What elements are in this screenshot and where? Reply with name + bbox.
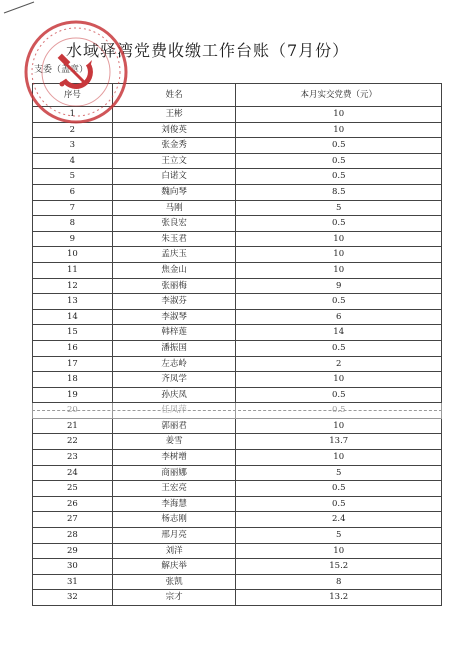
- cell-name: 宗才: [112, 590, 236, 606]
- table-row: [33, 325, 442, 341]
- cell-no: 19: [33, 387, 113, 403]
- cell-fee: 0.5: [236, 216, 442, 232]
- cell-fee: 10: [236, 231, 442, 247]
- cell-no: 11: [33, 262, 113, 278]
- cell-name: 李海慧: [112, 496, 236, 512]
- table-row: [33, 590, 442, 606]
- cell-name: 王宏亮: [112, 481, 236, 497]
- scan-fold-line: [32, 410, 442, 411]
- table-row: [33, 481, 442, 497]
- table-row: [33, 465, 442, 481]
- table-row: [33, 356, 442, 372]
- table-row: [33, 184, 442, 200]
- cell-fee: 0.5: [236, 387, 442, 403]
- cell-name: 李树增: [112, 450, 236, 466]
- cell-name: 郭丽君: [112, 418, 236, 434]
- party-emblem-icon: [58, 54, 92, 87]
- table-row: [33, 512, 442, 528]
- cell-name: 刘洋: [112, 543, 236, 559]
- cell-no: 23: [33, 450, 113, 466]
- table-row: [33, 543, 442, 559]
- cell-fee: 8.5: [236, 184, 442, 200]
- cell-fee: 10: [236, 450, 442, 466]
- cell-no: 32: [33, 590, 113, 606]
- cell-name: 刘俊英: [112, 122, 236, 138]
- cell-fee: 5: [236, 465, 442, 481]
- cell-no: 25: [33, 481, 113, 497]
- cell-no: 1: [33, 107, 113, 123]
- cell-name: 解庆举: [112, 559, 236, 575]
- cell-fee: 14: [236, 325, 442, 341]
- cell-no: 2: [33, 122, 113, 138]
- cell-fee: 13.7: [236, 434, 442, 450]
- cell-name: 朱玉君: [112, 231, 236, 247]
- cell-no: 31: [33, 574, 113, 590]
- table-row: [33, 309, 442, 325]
- cell-fee: 0.5: [236, 496, 442, 512]
- cell-fee: 2: [236, 356, 442, 372]
- cell-fee: 0.5: [236, 294, 442, 310]
- cell-fee: 0.5: [236, 340, 442, 356]
- table-row: [33, 262, 442, 278]
- cell-fee: 13.2: [236, 590, 442, 606]
- table-row: [33, 138, 442, 154]
- header-name: 姓名: [112, 84, 236, 107]
- table-row: [33, 387, 442, 403]
- cell-no: 28: [33, 528, 113, 544]
- table-row: [33, 169, 442, 185]
- cell-name: 孟庆玉: [112, 247, 236, 263]
- cell-no: 12: [33, 278, 113, 294]
- cell-no: 22: [33, 434, 113, 450]
- cell-name: 马刚: [112, 200, 236, 216]
- cell-name: 张丽梅: [112, 278, 236, 294]
- cell-no: 6: [33, 184, 113, 200]
- table-row: [33, 496, 442, 512]
- cell-fee: 15.2: [236, 559, 442, 575]
- cell-fee: 5: [236, 200, 442, 216]
- table-row: [33, 278, 442, 294]
- cell-no: 15: [33, 325, 113, 341]
- cell-no: 9: [33, 231, 113, 247]
- cell-name: 王立文: [112, 153, 236, 169]
- cell-name: 张凯: [112, 574, 236, 590]
- cell-no: 21: [33, 418, 113, 434]
- table-row: [33, 153, 442, 169]
- table-row: [33, 340, 442, 356]
- cell-no: 29: [33, 543, 113, 559]
- cell-no: 17: [33, 356, 113, 372]
- cell-name: 商丽娜: [112, 465, 236, 481]
- cell-name: 魏向琴: [112, 184, 236, 200]
- cell-no: 26: [33, 496, 113, 512]
- header-fee: 本月实交党费（元）: [236, 84, 442, 107]
- cell-no: 16: [33, 340, 113, 356]
- cell-no: 18: [33, 372, 113, 388]
- cell-name: 姜雪: [112, 434, 236, 450]
- party-seal: [22, 18, 130, 126]
- cell-fee: 10: [236, 262, 442, 278]
- dues-ledger-table: [32, 83, 442, 606]
- cell-name: 齐凤学: [112, 372, 236, 388]
- cell-name: 张金秀: [112, 138, 236, 154]
- cell-no: 14: [33, 309, 113, 325]
- cell-fee: 6: [236, 309, 442, 325]
- cell-no: 27: [33, 512, 113, 528]
- table-row: [33, 434, 442, 450]
- corner-scan-mark: [0, 0, 40, 16]
- cell-fee: 0.5: [236, 169, 442, 185]
- cell-no: 8: [33, 216, 113, 232]
- table-row: [33, 216, 442, 232]
- cell-fee: 5: [236, 528, 442, 544]
- cell-name: 韩梓莲: [112, 325, 236, 341]
- cell-no: 20: [33, 403, 113, 419]
- table-row: [33, 574, 442, 590]
- cell-fee: 10: [236, 122, 442, 138]
- cell-fee: 10: [236, 247, 442, 263]
- table-row: [33, 231, 442, 247]
- header-no: 序号: [33, 84, 113, 107]
- cell-no: 30: [33, 559, 113, 575]
- cell-name: 孙庆凤: [112, 387, 236, 403]
- cell-name: 李淑芬: [112, 294, 236, 310]
- cell-fee: 0.5: [236, 153, 442, 169]
- cell-fee: 10: [236, 372, 442, 388]
- cell-fee: 10: [236, 543, 442, 559]
- cell-no: 7: [33, 200, 113, 216]
- cell-name: 焦金山: [112, 262, 236, 278]
- cell-no: 24: [33, 465, 113, 481]
- cell-name: 张良宏: [112, 216, 236, 232]
- table-row: [33, 528, 442, 544]
- cell-fee: 0.5: [236, 481, 442, 497]
- table-row: [33, 294, 442, 310]
- cell-name: 邢月亮: [112, 528, 236, 544]
- table-row: [33, 247, 442, 263]
- table-row: [33, 559, 442, 575]
- cell-fee: 0.5: [236, 138, 442, 154]
- table-row: [33, 450, 442, 466]
- ledger-body: [33, 107, 442, 606]
- cell-no: 10: [33, 247, 113, 263]
- cell-no: 4: [33, 153, 113, 169]
- cell-fee: 0.5: [236, 403, 442, 419]
- page-subtitle: 支委（盖章）: [34, 65, 89, 75]
- cell-no: 5: [33, 169, 113, 185]
- cell-name: 杨志刚: [112, 512, 236, 528]
- cell-fee: 9: [236, 278, 442, 294]
- table-row: [33, 200, 442, 216]
- cell-no: 3: [33, 138, 113, 154]
- cell-name: 潘振国: [112, 340, 236, 356]
- table-row: [33, 372, 442, 388]
- cell-fee: 2.4: [236, 512, 442, 528]
- cell-name: 李淑琴: [112, 309, 236, 325]
- cell-name: 左志岭: [112, 356, 236, 372]
- table-row: [33, 418, 442, 434]
- cell-name: 王彬: [112, 107, 236, 123]
- cell-fee: 8: [236, 574, 442, 590]
- page-title: 水域驿湾党费收缴工作台账（7月份）: [66, 41, 350, 60]
- cell-fee: 10: [236, 107, 442, 123]
- cell-no: 13: [33, 294, 113, 310]
- cell-fee: 10: [236, 418, 442, 434]
- cell-name: 白诺文: [112, 169, 236, 185]
- cell-name: 任凤萍: [112, 403, 236, 419]
